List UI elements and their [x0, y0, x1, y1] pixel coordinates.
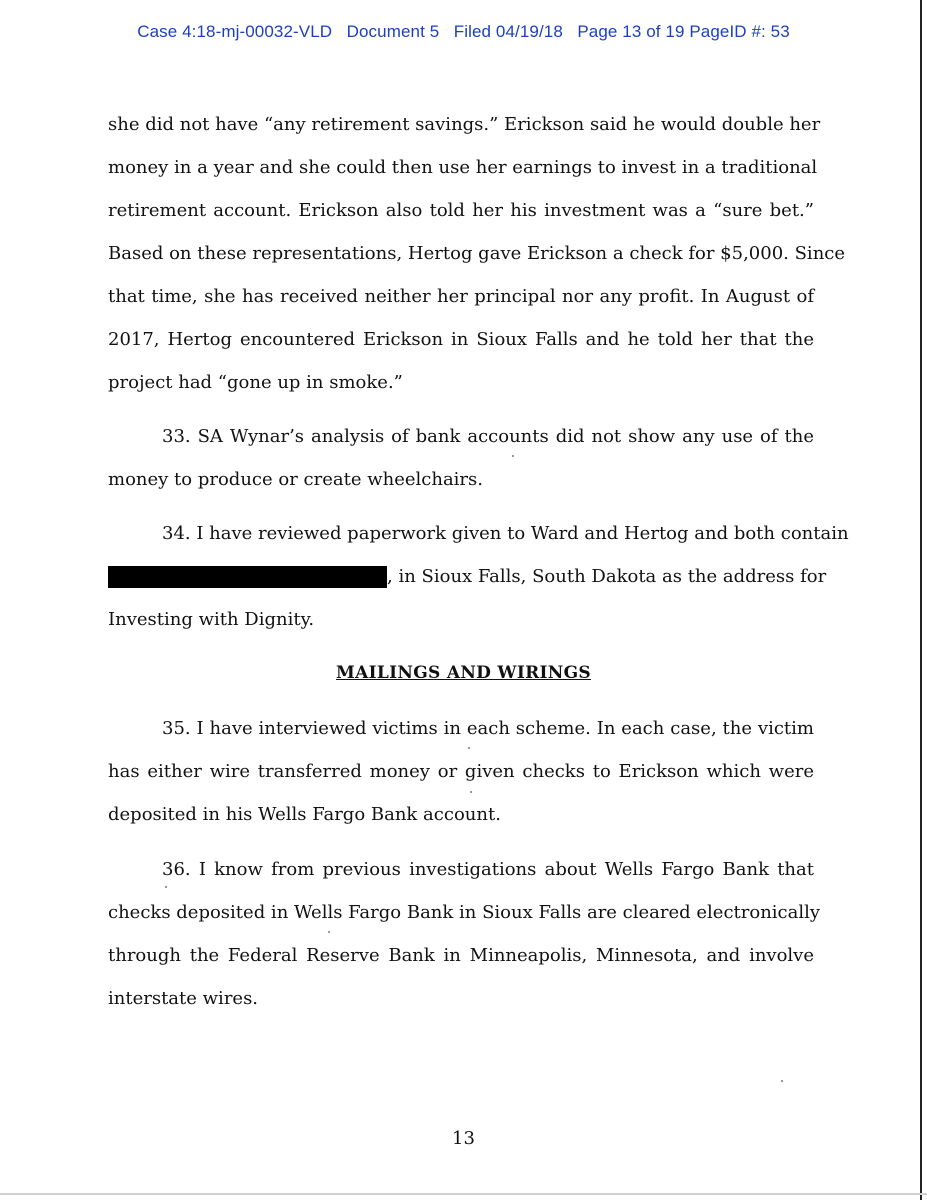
- paragraph-line: project had “gone up in smoke.”: [108, 372, 403, 393]
- page-edge: [920, 0, 922, 1200]
- scan-speck: [165, 886, 167, 888]
- scan-speck: [468, 747, 470, 749]
- page-bottom-edge: [0, 1193, 927, 1195]
- case-header: Case 4:18-mj-00032-VLD Document 5 Filed 04/19/18 Page 13 of 19 PageID #: 53: [137, 22, 790, 41]
- scan-speck: [781, 1080, 783, 1082]
- paragraph-33-line: money to produce or create wheelchairs.: [108, 469, 483, 490]
- paragraph-36-line: through the Federal Reserve Bank in Minneapolis, Minnesota, and involve: [108, 945, 814, 966]
- paragraph-36-line: 36. I know from previous investigations about Wells Fargo Bank that: [162, 859, 814, 880]
- paragraph-line: she did not have “any retirement savings.” Erickson said he would double her: [108, 114, 821, 135]
- paragraph-34-line: Investing with Dignity.: [108, 609, 315, 630]
- paragraph-34-line: 34. I have reviewed paperwork given to Ward and Hertog and both contain: [162, 523, 849, 544]
- scan-speck: [512, 455, 514, 457]
- section-heading: MAILINGS AND WIRINGS: [336, 663, 591, 683]
- paragraph-line: that time, she has received neither her principal nor any profit. In August of: [108, 286, 814, 307]
- redaction-box: [108, 566, 387, 588]
- scan-speck: [328, 931, 330, 933]
- scan-speck: [470, 791, 472, 793]
- paragraph-35-line: 35. I have interviewed victims in each scheme. In each case, the victim: [162, 718, 814, 739]
- paragraph-line: Based on these representations, Hertog gave Erickson a check for $5,000. Since: [108, 243, 846, 264]
- paragraph-36-line: checks deposited in Wells Fargo Bank in Sioux Falls are cleared electronically: [108, 902, 821, 923]
- paragraph-33-line: 33. SA Wynar’s analysis of bank accounts did not show any use of the: [162, 426, 814, 447]
- paragraph-line: money in a year and she could then use her earnings to invest in a traditional: [108, 157, 818, 178]
- paragraph-line: 2017, Hertog encountered Erickson in Sioux Falls and he told her that the: [108, 329, 814, 350]
- paragraph-34-line: , in Sioux Falls, South Dakota as the address for: [387, 566, 827, 587]
- paragraph-35-line: has either wire transferred money or given checks to Erickson which were: [108, 761, 814, 782]
- paragraph-line: retirement account. Erickson also told her his investment was a “sure bet.”: [108, 200, 814, 221]
- paragraph-35-line: deposited in his Wells Fargo Bank account.: [108, 804, 501, 825]
- page-number: 13: [452, 1128, 475, 1149]
- paragraph-36-line: interstate wires.: [108, 988, 259, 1009]
